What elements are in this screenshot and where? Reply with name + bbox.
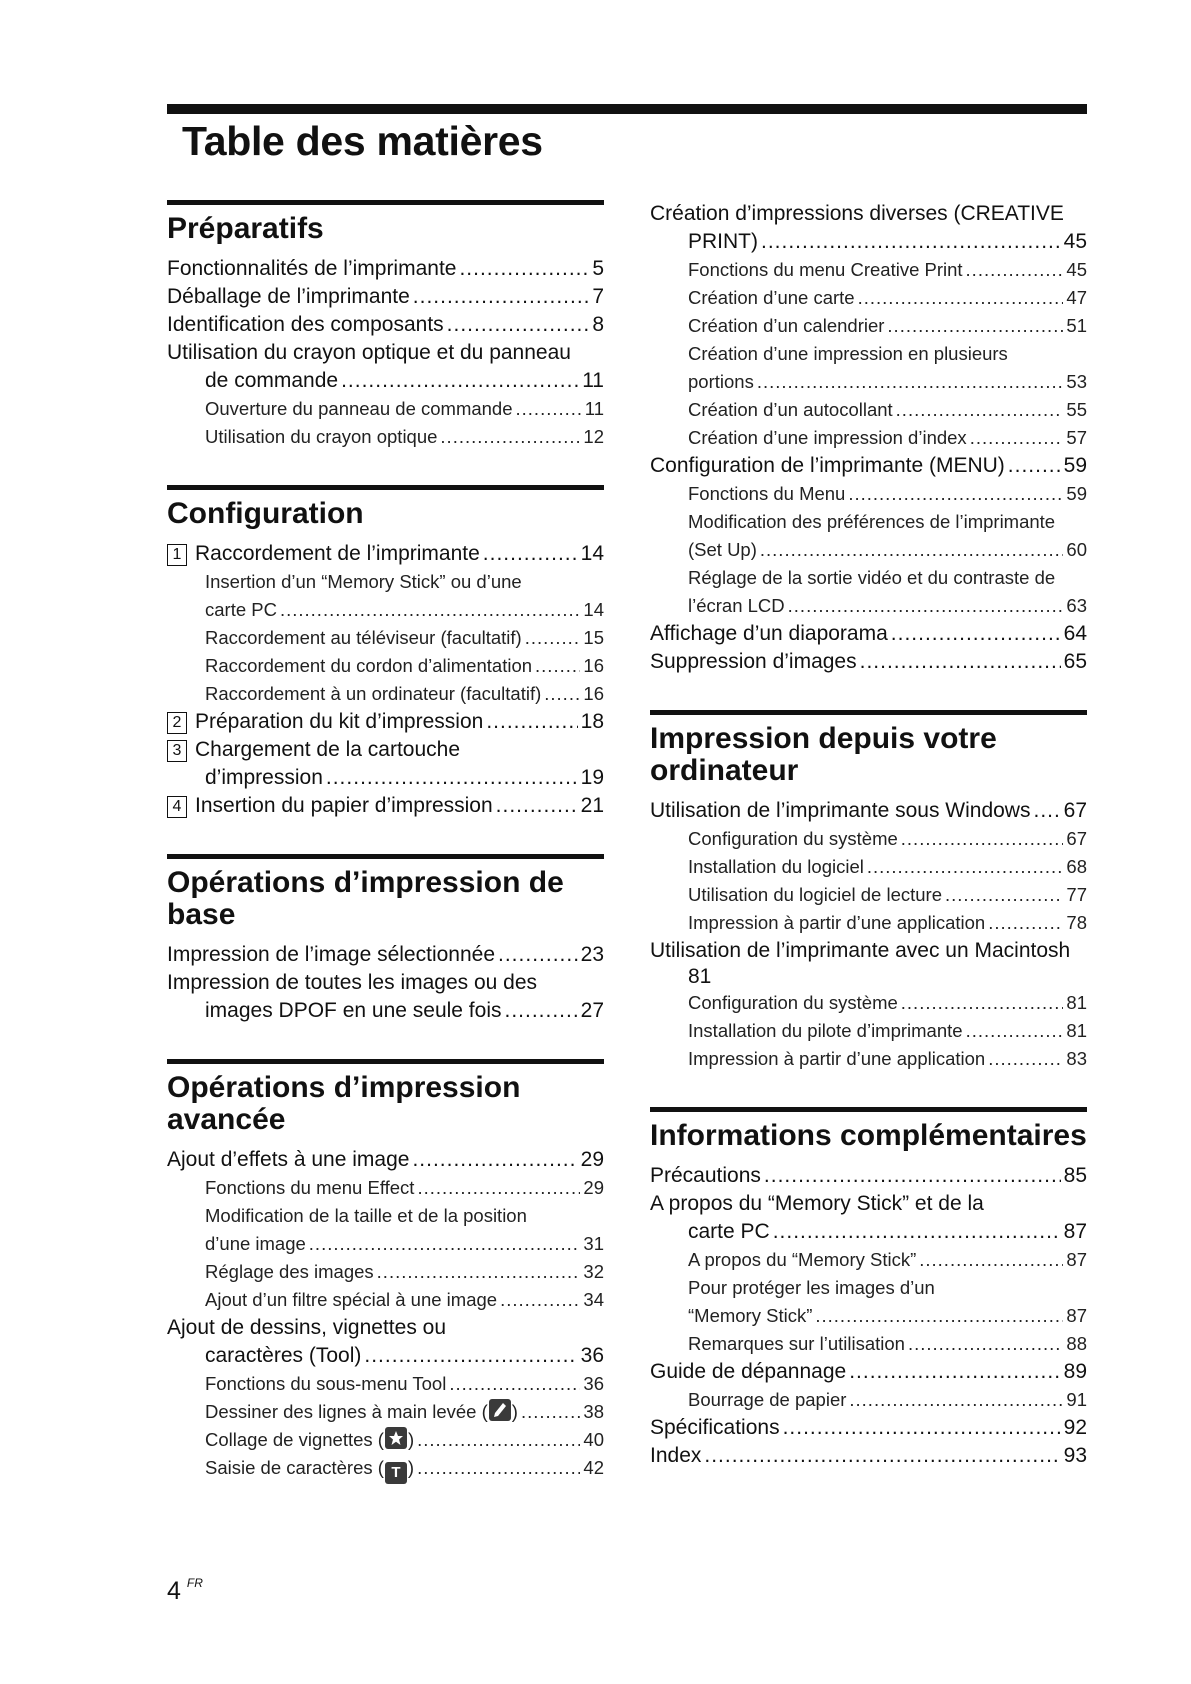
toc-subentry[interactable]: Raccordement du cordon d’alimentation ..... 16: [205, 652, 604, 680]
toc-subentry[interactable]: Ajout d’un filtre spécial à une image ..... 34: [205, 1286, 604, 1314]
toc-entry[interactable]: 4 Insertion du papier d’impression ..... 21: [167, 792, 604, 820]
toc-subentry[interactable]: Création d’une impression en plusieurs portions ..... 53: [688, 340, 1087, 396]
page-number: 4: [167, 1577, 181, 1605]
toc-subentry[interactable]: Configuration du système ..... 67: [688, 825, 1087, 853]
section-rule: [650, 1107, 1087, 1112]
toc-entry[interactable]: Affichage d’un diaporama ..... 64: [650, 620, 1087, 648]
toc-subentry[interactable]: Configuration du système ..... 81: [688, 989, 1087, 1017]
toc-entry[interactable]: Suppression d’images ..... 65: [650, 648, 1087, 676]
section-preparatifs: [167, 200, 604, 451]
toc-subentry[interactable]: Modification de la taille et de la position d’une image ..... 31: [205, 1202, 604, 1258]
section-title: Opérations d’impression avancée: [167, 1071, 521, 1136]
section-rule: [167, 1059, 604, 1064]
toc-subentry[interactable]: Fonctions du Menu ..... 59: [688, 480, 1087, 508]
toc-subentry[interactable]: Création d’un calendrier ..... 51: [688, 312, 1087, 340]
language-code: FR: [186, 1576, 203, 1590]
toc-entry[interactable]: Déballage de l’imprimante ..... 7: [167, 283, 604, 311]
toc-subentry[interactable]: Installation du logiciel ..... 68: [688, 853, 1087, 881]
toc-entry[interactable]: Index ..... 93: [650, 1442, 1087, 1470]
toc-entry[interactable]: Utilisation de l’imprimante sous Windows ..... 67: [650, 797, 1087, 825]
toc-subentry[interactable]: Raccordement à un ordinateur (facultatif) ..... 16: [205, 680, 604, 708]
toc-entry[interactable]: Spécifications ..... 92: [650, 1414, 1087, 1442]
page-footer: [167, 1576, 203, 1606]
toc-subentry[interactable]: Fonctions du sous-menu Tool ..... 36: [205, 1370, 604, 1398]
toc-entry[interactable]: Utilisation de l’imprimante avec un Macintosh 81: [650, 939, 1071, 988]
toc-subentry[interactable]: Dessiner des lignes à main levée ( ) ..... 38: [205, 1398, 604, 1426]
right-column: [650, 200, 1087, 1504]
toc-subentry[interactable]: Impression à partir d’une application ..... 83: [688, 1045, 1087, 1073]
toc-subentry[interactable]: Fonctions du menu Effect ..... 29: [205, 1174, 604, 1202]
toc-subentry[interactable]: Impression à partir d’une application ..... 78: [688, 909, 1087, 937]
toc-subentry[interactable]: Modification des préférences de l’imprimante (Set Up) ..... 60: [688, 508, 1087, 564]
toc-subentry[interactable]: Insertion d’un “Memory Stick” ou d’une carte PC ..... 14: [205, 568, 604, 624]
toc-entry[interactable]: Guide de dépannage ..... 89: [650, 1358, 1087, 1386]
toc-subentry[interactable]: Pour protéger les images d’un “Memory Stick” ..... 87: [688, 1274, 1087, 1330]
page-title: Table des matières: [182, 118, 543, 164]
step-number: 2: [167, 712, 187, 734]
toc-entry[interactable]: Ajout d’effets à une image ..... 29: [167, 1146, 604, 1174]
step-number: 3: [167, 740, 187, 762]
section-base: [167, 854, 604, 1025]
toc-subentry[interactable]: Création d’une carte ..... 47: [688, 284, 1087, 312]
toc-subentry[interactable]: Utilisation du crayon optique ..... 12: [205, 423, 604, 451]
section-title: Informations complémentaires: [650, 1119, 1087, 1152]
toc-entry[interactable]: 1 Raccordement de l’imprimante ..... 14: [167, 540, 604, 568]
text-icon: T: [385, 1462, 407, 1484]
toc-subentry[interactable]: Ouverture du panneau de commande ..... 11: [205, 395, 604, 423]
toc-entry[interactable]: 3 Chargement de la cartouche d’impression ..... 19: [167, 736, 604, 792]
section-configuration: [167, 485, 604, 820]
section-rule: [167, 854, 604, 859]
section-title: Configuration: [167, 497, 364, 530]
section-rule: [167, 485, 604, 490]
section-computer: [650, 710, 1087, 1073]
title-rule: [167, 104, 1087, 114]
step-number: 4: [167, 796, 187, 818]
toc-entry[interactable]: Création d’impressions diverses (CREATIVE PRINT) ..... 45: [650, 200, 1087, 256]
star-icon: [385, 1427, 407, 1449]
toc-entry[interactable]: 2 Préparation du kit d’impression ..... 18: [167, 708, 604, 736]
toc-subentry[interactable]: Fonctions du menu Creative Print ..... 45: [688, 256, 1087, 284]
toc-entry[interactable]: Utilisation du crayon optique et du panneau de commande ..... 11: [167, 339, 604, 395]
toc-entry[interactable]: Impression de toutes les images ou des images DPOF en une seule fois ..... 27: [167, 969, 604, 1025]
toc-subentry[interactable]: Installation du pilote d’imprimante ..... 81: [688, 1017, 1087, 1045]
toc-entry[interactable]: A propos du “Memory Stick” et de la carte PC ..... 87: [650, 1190, 1087, 1246]
toc-subentry[interactable]: Collage de vignettes ( ) ..... 40: [205, 1426, 604, 1454]
section-title: Opérations d’impression de base: [167, 866, 564, 931]
toc-entry[interactable]: Ajout de dessins, vignettes ou caractères (Tool) ..... 36: [167, 1314, 604, 1370]
left-column: [167, 200, 604, 1518]
toc-subentry[interactable]: Bourrage de papier ..... 91: [688, 1386, 1087, 1414]
toc-subentry[interactable]: Création d’une impression d’index ..... 57: [688, 424, 1087, 452]
toc-entry[interactable]: Configuration de l’imprimante (MENU) ..... 59: [650, 452, 1087, 480]
toc-entry[interactable]: Précautions ..... 85: [650, 1162, 1087, 1190]
toc-subentry[interactable]: Réglage de la sortie vidéo et du contraste de l’écran LCD ..... 63: [688, 564, 1087, 620]
toc-entry[interactable]: Identification des composants ..... 8: [167, 311, 604, 339]
pen-icon: [489, 1399, 511, 1421]
section-advanced: [167, 1059, 604, 1484]
step-number: 1: [167, 544, 187, 566]
toc-subentry[interactable]: Remarques sur l’utilisation ..... 88: [688, 1330, 1087, 1358]
toc-subentry[interactable]: Réglage des images ..... 32: [205, 1258, 604, 1286]
toc-subentry[interactable]: A propos du “Memory Stick” ..... 87: [688, 1246, 1087, 1274]
toc-subentry[interactable]: Saisie de caractères ( T ) ..... 42: [205, 1454, 604, 1484]
section-title: Impression depuis votre ordinateur: [650, 722, 997, 787]
section-creative: [650, 200, 1087, 676]
section-rule: [650, 710, 1087, 715]
toc-entry[interactable]: Fonctionnalités de l’imprimante ..... 5: [167, 255, 604, 283]
section-info: [650, 1107, 1087, 1470]
section-title: Préparatifs: [167, 212, 324, 245]
toc-subentry[interactable]: Utilisation du logiciel de lecture ..... 77: [688, 881, 1087, 909]
toc-subentry[interactable]: Création d’un autocollant ..... 55: [688, 396, 1087, 424]
section-rule: [167, 200, 604, 205]
toc-entry[interactable]: Impression de l’image sélectionnée ..... 23: [167, 941, 604, 969]
toc-subentry[interactable]: Raccordement au téléviseur (facultatif) ..... 15: [205, 624, 604, 652]
